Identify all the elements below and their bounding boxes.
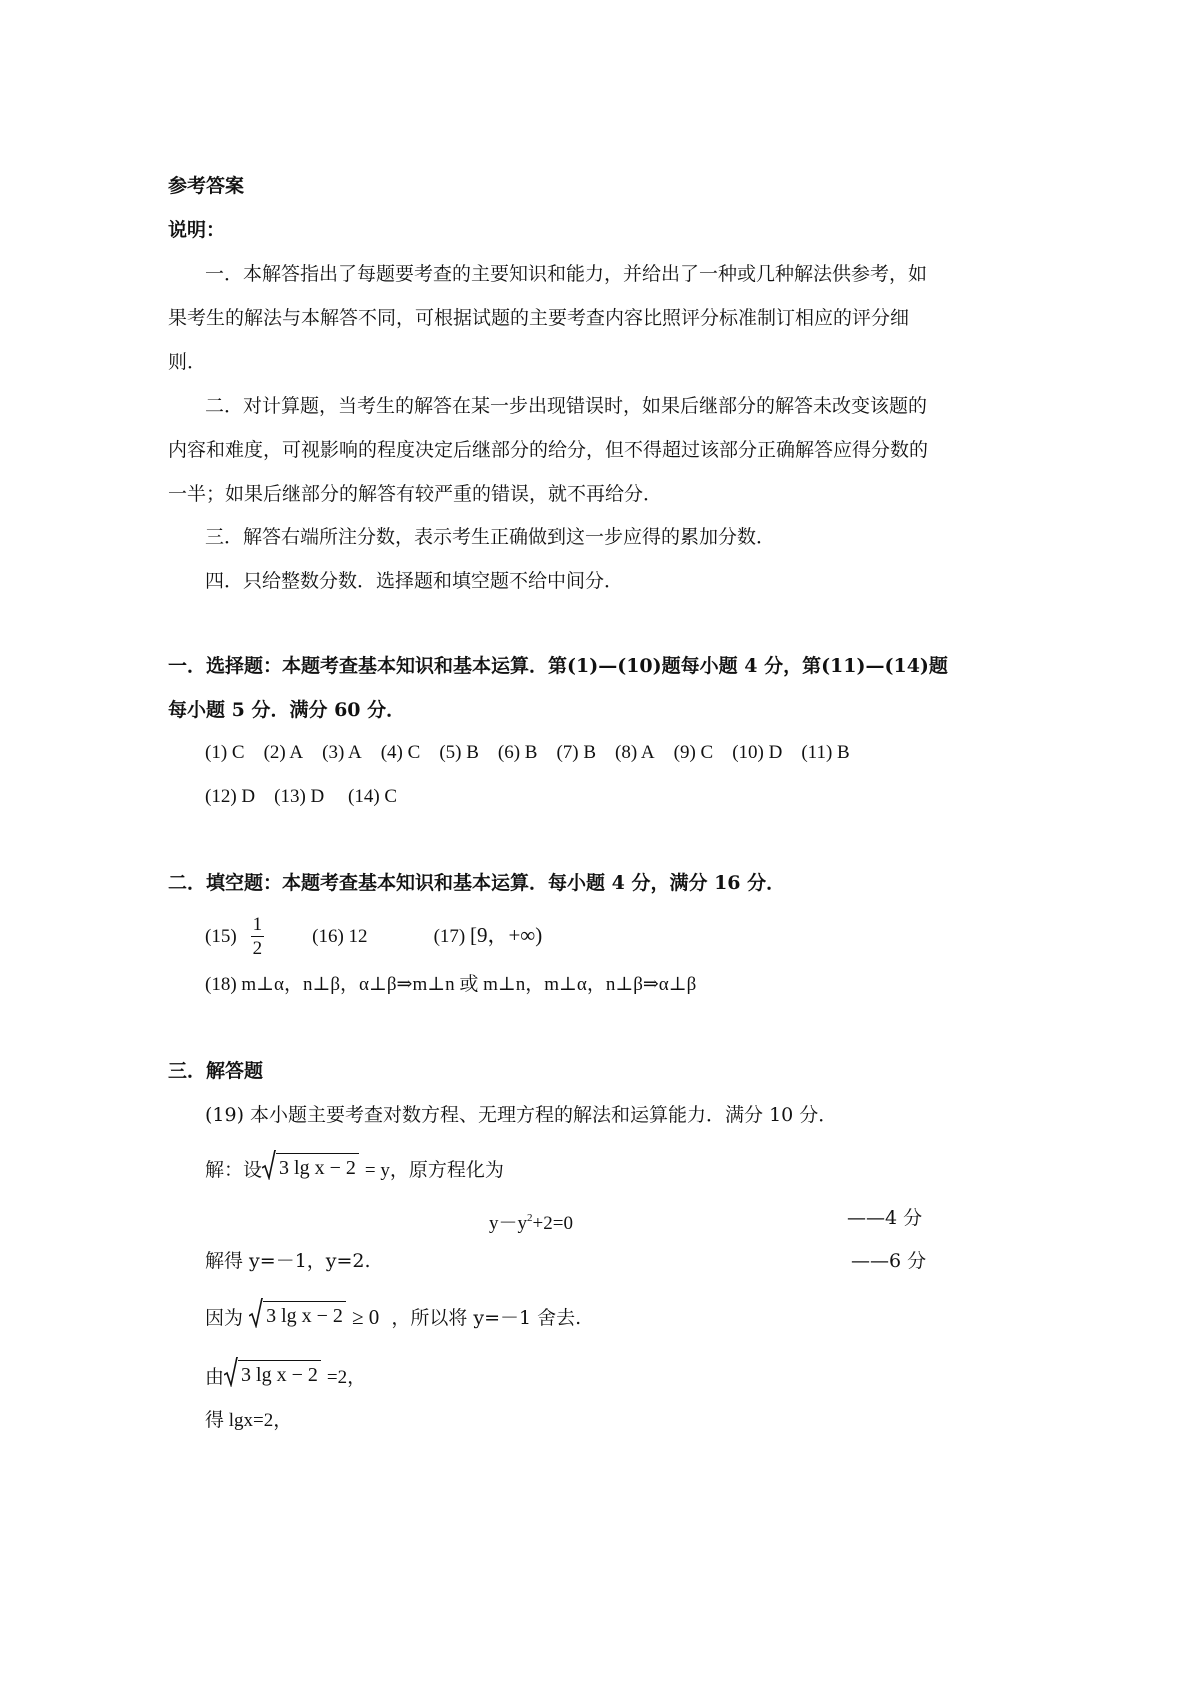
answer-8: (8) A — [615, 742, 655, 763]
section2-heading: 二．填空题：本题考查基本知识和基本运算．每小题 4 分，满分 16 分． — [168, 872, 786, 894]
equation-score: ——4 分 — [847, 1207, 923, 1229]
eq-main: y－y — [489, 1213, 528, 1234]
answer-13: (13) D — [274, 786, 325, 807]
answer-11: (11) B — [801, 742, 850, 763]
answer-1: (1) C — [205, 742, 245, 763]
q19-intro: (19) 本小题主要考查对数方程、无理方程的解法和运算能力．满分 10 分． — [205, 1104, 838, 1126]
q17-label: (17) — [433, 926, 466, 947]
q19-step-2: 解得 y=－1，y=2. — [205, 1250, 371, 1272]
note-3: 三．解答右端所注分数，表示考生正确做到这一步应得的累加分数． — [205, 526, 776, 548]
section1-heading-line-1: 一．选择题：本题考查基本知识和基本运算．第(1)—(10)题每小题 4 分，第(11)—(14)题 — [168, 655, 948, 677]
answer-5: (5) B — [439, 742, 479, 763]
sqrt-expression — [249, 1298, 346, 1328]
q15-numerator: 1 — [252, 914, 263, 936]
sqrt-radicand: 3 lg x − 2 — [238, 1360, 321, 1387]
eq-sup: 2 — [527, 1212, 533, 1224]
q17-interval: [9，+∞) — [469, 923, 543, 947]
note-2-line-2: 内容和难度，可视影响的程度决定后继部分的给分，但不得超过该部分正确解答应得分数的 — [168, 439, 929, 461]
q19-step-3 — [205, 1298, 581, 1331]
q15-denominator: 2 — [252, 938, 263, 960]
answer-14: (14) C — [348, 786, 398, 807]
answers-row-1 — [205, 740, 850, 766]
answer-10: (10) D — [732, 742, 783, 763]
sqrt-icon — [249, 1298, 263, 1328]
fill-answers-row-1 — [205, 909, 542, 963]
sqrt-expression — [224, 1357, 321, 1387]
eq-rest: +2=0 — [532, 1213, 573, 1234]
step1-suffix: = y，原方程化为 — [364, 1160, 504, 1181]
answer-4: (4) C — [380, 742, 421, 763]
step4-suffix: =2， — [326, 1367, 367, 1388]
sqrt-expression — [262, 1150, 359, 1180]
note-2-line-1: 二．对计算题，当考生的解答在某一步出现错误时，如果后继部分的解答未改变该题的 — [205, 395, 928, 417]
q16-answer: (16) 12 — [312, 926, 368, 947]
note-1-line-2: 果考生的解法与本解答不同，可根据试题的主要考查内容比照评分标准制订相应的评分细 — [168, 307, 910, 329]
step4-prefix: 由 — [205, 1366, 225, 1388]
answer-7: (7) B — [556, 742, 597, 763]
answer-9: (9) C — [673, 742, 714, 763]
section3-heading: 三．解答题 — [168, 1060, 264, 1082]
sqrt-radicand: 3 lg x − 2 — [276, 1153, 359, 1180]
answer-3: (3) A — [322, 742, 362, 763]
step3-prefix: 因为 — [205, 1307, 244, 1329]
note-4: 四．只给整数分数．选择题和填空题不给中间分． — [205, 570, 624, 592]
sqrt-radicand: 3 lg x − 2 — [263, 1301, 346, 1328]
section1-heading-line-2: 每小题 5 分．满分 60 分． — [168, 699, 406, 721]
sqrt-icon — [224, 1357, 238, 1387]
step2-score: ——6 分 — [851, 1250, 927, 1272]
answers-row-2 — [205, 784, 397, 810]
answer-6: (6) B — [497, 742, 538, 763]
q19-step-4 — [205, 1357, 366, 1391]
document-title: 参考答案 — [168, 175, 245, 197]
answer-12: (12) D — [205, 786, 256, 807]
q19-step-5: 得 lgx=2， — [205, 1410, 293, 1431]
q18-answer: (18) m⊥α，n⊥β，α⊥β⇒m⊥n 或 m⊥n，m⊥α，n⊥β⇒α⊥β — [205, 974, 697, 995]
q15-fraction — [251, 914, 265, 961]
note-1-line-1: 一．本解答指出了每题要考查的主要知识和能力，并给出了一种或几种解法供参考，如 — [205, 263, 928, 285]
notes-heading: 说明： — [168, 219, 226, 241]
equation-main — [489, 1205, 573, 1237]
step3-inequality: ≥ 0 — [351, 1305, 380, 1329]
answer-2: (2) A — [263, 742, 304, 763]
note-2-line-3: 一半；如果后继部分的解答有较严重的错误，就不再给分． — [168, 483, 663, 505]
sqrt-icon — [262, 1150, 276, 1180]
step1-prefix: 解：设 — [205, 1159, 263, 1181]
note-1-line-3: 则． — [168, 351, 207, 373]
q15-label: (15) — [205, 926, 237, 947]
step3-suffix: ，所以将 y=－1 舍去. — [391, 1307, 582, 1329]
q19-step-1 — [205, 1150, 504, 1184]
